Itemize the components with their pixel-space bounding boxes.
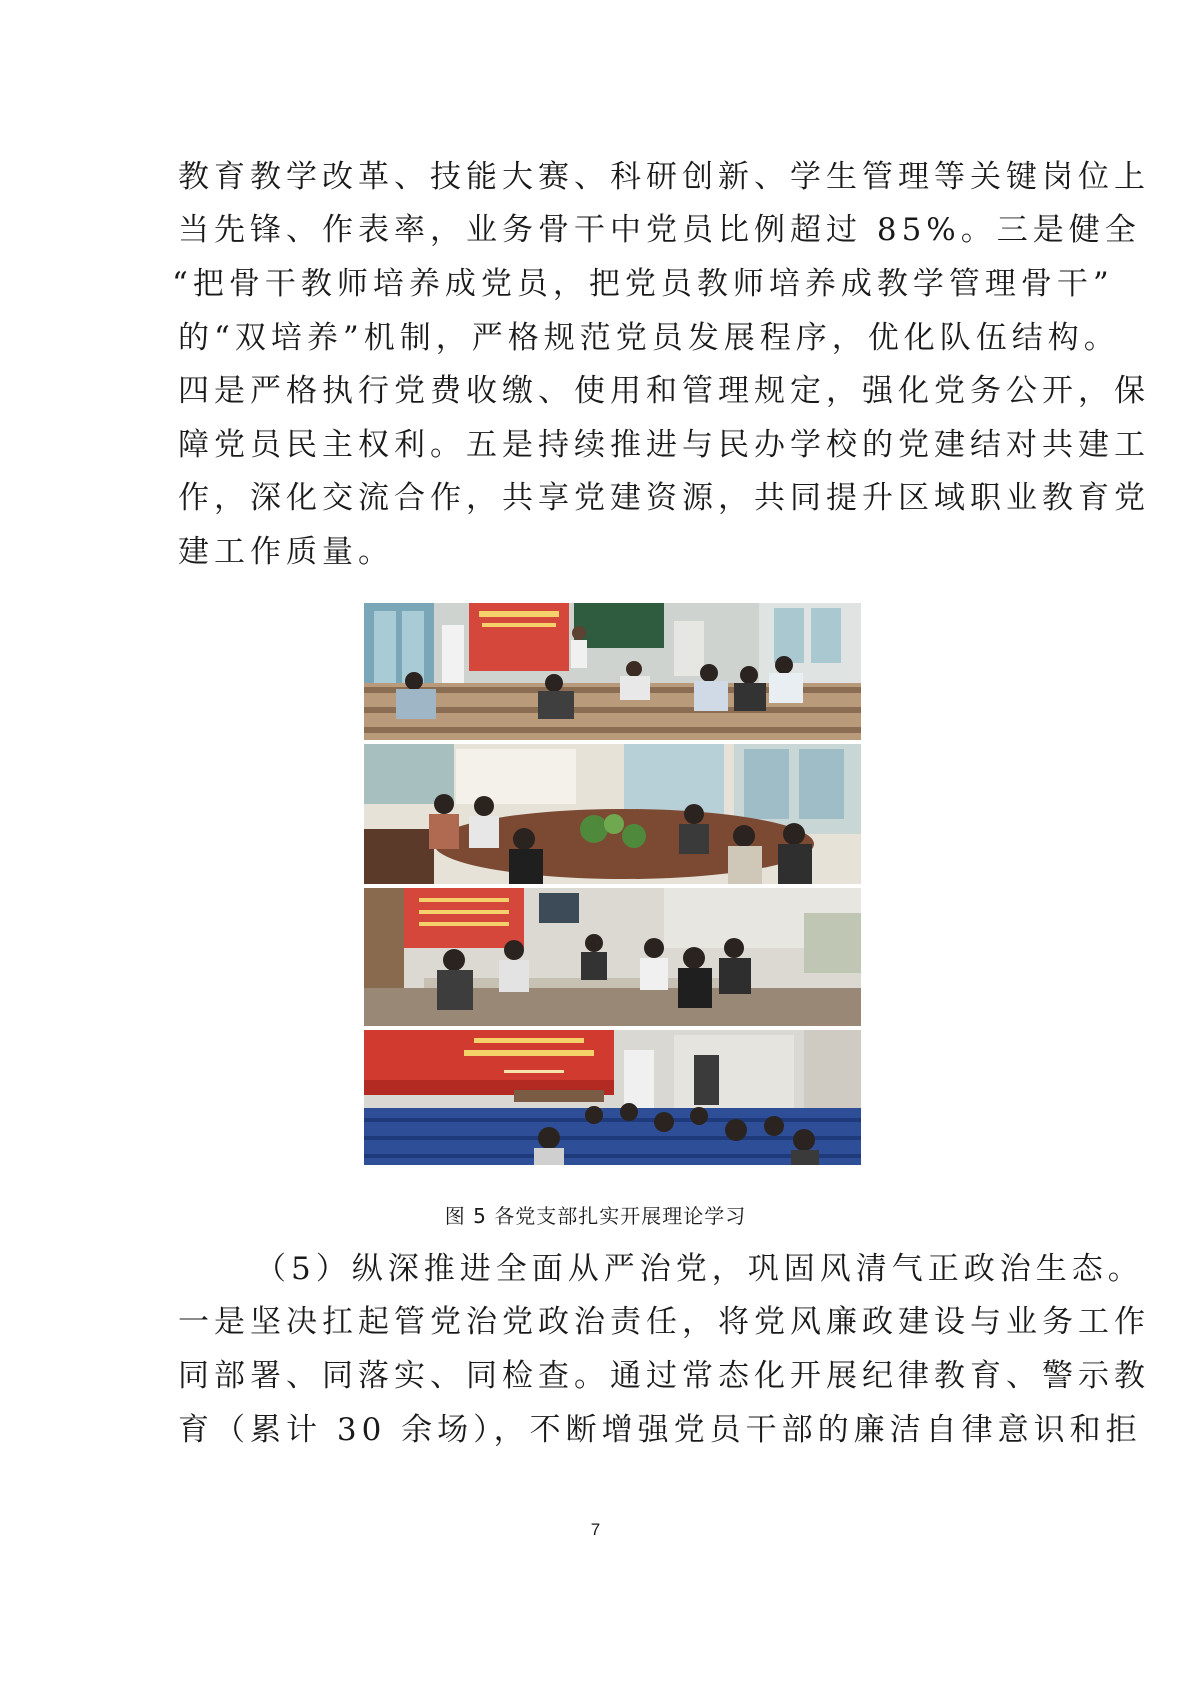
paragraph-line: “把骨干教师培养成党员，把党员教师培养成教学管理骨干”	[172, 266, 1114, 302]
paragraph-line: 育（累计 30 余场），不断增强党员干部的廉洁自律意识和拒	[178, 1412, 1142, 1448]
paragraph-line: 当先锋、作表率，业务骨干中党员比例超过 85%。三是健全	[178, 212, 1141, 248]
paragraph-line: 同部署、同落实、同检查。通过常态化开展纪律教育、警示教	[178, 1358, 1150, 1394]
figure-caption: 图 5 各党支部扎实开展理论学习	[444, 1204, 747, 1228]
page-number: 7	[590, 1520, 601, 1539]
paragraph-line: 障党员民主权利。五是持续推进与民办学校的党建结对共建工	[178, 427, 1150, 463]
photo-meeting-round-table	[364, 744, 861, 884]
paragraph-line: 作，深化交流合作，共享党建资源，共同提升区域职业教育党	[178, 480, 1150, 516]
paragraph-line: 的“双培养”机制，严格规范党员发展程序，优化队伍结构。	[178, 320, 1120, 356]
paragraph-line: 四是严格执行党费收缴、使用和管理规定，强化党务公开，保	[178, 373, 1150, 409]
paragraph-line: 建工作质量。	[178, 534, 394, 570]
paragraph-line: （5）纵深推进全面从严治党，巩固风清气正政治生态。	[255, 1251, 1144, 1287]
photo-study-session	[364, 888, 861, 1026]
paragraph-line: 教育教学改革、技能大赛、科研创新、学生管理等关键岗位上	[178, 159, 1150, 195]
paragraph-line: 一是坚决扛起管党治党政治责任，将党风廉政建设与业务工作	[178, 1304, 1150, 1340]
photo-classroom-lecture	[364, 603, 861, 740]
photo-auditorium-meeting	[364, 1030, 861, 1165]
